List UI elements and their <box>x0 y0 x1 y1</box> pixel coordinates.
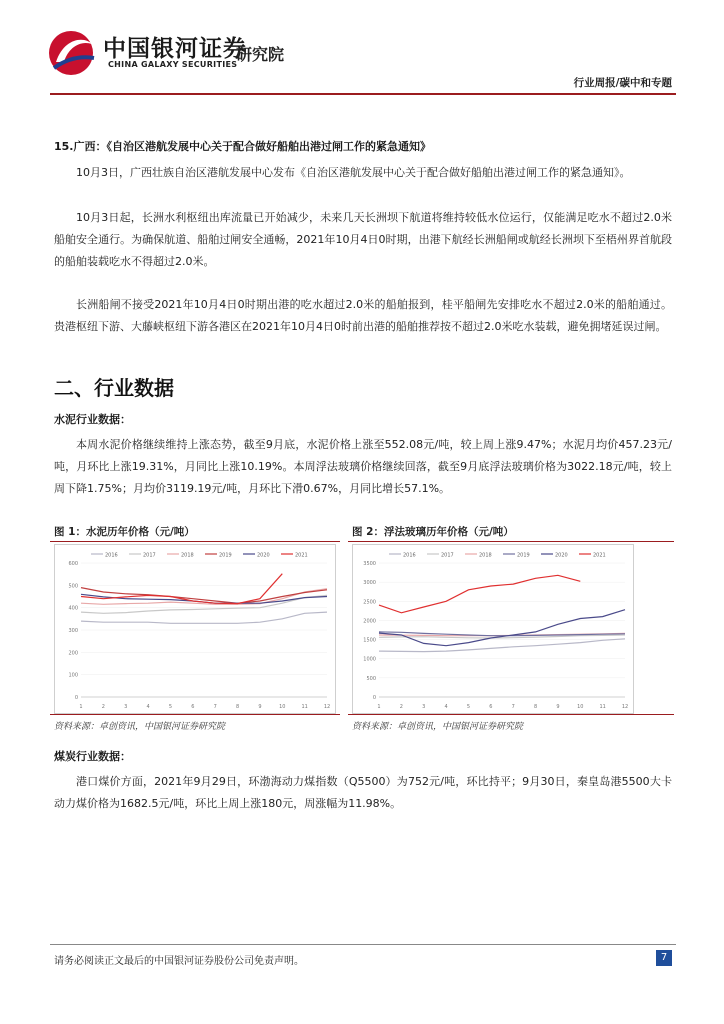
x-tick-label: 3 <box>124 704 128 710</box>
x-tick-label: 10 <box>279 704 286 710</box>
x-tick-label: 4 <box>444 704 448 710</box>
legend-label-2016: 2016 <box>105 552 118 559</box>
x-tick-label: 2 <box>101 704 105 710</box>
section-15-para-2: 10月3日起，长洲水利枢纽出库流量已开始减少，未来几天长洲坝下航道将维持较低水位运行，仅能满足吃水不超过2.0米船舶安全通行。为确保航道、船舶过闸安全通畅，2021年10月4日0时期，出港下航经长洲船闸或航经长洲坝下至梧州界首航段的船舶装载吃水不得超过2.0米。 <box>54 211 672 268</box>
cement-heading: 水泥行业数据： <box>54 413 131 426</box>
series-line-2020 <box>379 610 625 646</box>
series-line-2021 <box>81 574 282 604</box>
cement-paragraph: 本周水泥价格继续维持上涨态势，截至9月底，水泥价格上涨至552.08元/吨，较上周上涨9.47%；水泥月均价457.23元/吨，月环比上涨19.31%，月同比上涨10.19%。本周浮法玻璃价格继续回落，截至9月底浮法玻璃价格为3022.18元/吨，较上周下降1.75%；月均价3119.19元/吨，月环比下滑0.67%，月同比增长57.1%。 <box>54 438 672 495</box>
x-tick-label: 7 <box>213 704 217 710</box>
header-rule <box>50 93 676 95</box>
x-tick-label: 10 <box>577 704 584 710</box>
legend-label-2017: 2017 <box>441 552 454 559</box>
y-tick-label: 0 <box>74 695 78 701</box>
chart-legend <box>389 553 606 559</box>
x-tick-label: 3 <box>422 704 426 710</box>
x-tick-label: 6 <box>489 704 493 710</box>
y-tick-label: 500 <box>366 675 376 682</box>
x-tick-label: 6 <box>191 704 195 710</box>
y-tick-label: 600 <box>68 561 78 567</box>
x-tick-label: 8 <box>235 704 240 710</box>
cement-price-chart <box>55 545 335 713</box>
y-tick-label: 3000 <box>363 580 376 587</box>
x-tick-label: 8 <box>533 704 538 710</box>
coal-paragraph: 港口煤价方面，2021年9月29日，环渤海动力煤指数（Q5500）为752元/吨，环比持平；9月30日，秦皇岛港5500大卡动力煤价格为1682.5元/吨，环比上周上涨180元，周涨幅为11.98%。 <box>54 775 672 810</box>
coal-heading: 煤炭行业数据： <box>54 750 131 763</box>
section-2-title: 二、行业数据 <box>54 376 174 400</box>
chart-legend <box>91 553 308 559</box>
x-tick-label: 11 <box>301 704 308 710</box>
x-tick-label: 5 <box>168 704 173 710</box>
page-number: 7 <box>656 950 672 966</box>
legend-label-2019: 2019 <box>517 552 530 559</box>
footer-rule <box>50 944 676 945</box>
figure-1-source: 资料来源：卓创资讯，中国银河证券研究院 <box>54 722 226 732</box>
company-name-cn: 中国银河证券 <box>103 36 247 62</box>
x-tick-label: 12 <box>621 704 629 710</box>
legend-label-2021: 2021 <box>593 552 606 559</box>
legend-label-2017: 2017 <box>143 552 156 559</box>
figure-2-source: 资料来源：卓创资讯，中国银河证券研究院 <box>352 722 524 732</box>
x-tick-label: 7 <box>511 704 515 710</box>
figure-2-rule <box>348 541 674 542</box>
series-line-2016 <box>81 612 327 623</box>
legend-label-2019: 2019 <box>219 552 232 559</box>
x-tick-label: 12 <box>323 704 331 710</box>
figure-1-title: 图 1：水泥历年价格（元/吨） <box>54 526 195 538</box>
report-type: 行业周报/碳中和专题 <box>573 77 672 89</box>
x-tick-label: 1 <box>79 704 83 710</box>
glass-price-chart <box>353 545 633 713</box>
figure-2-title: 图 2：浮法玻璃历年价格（元/吨） <box>352 526 514 538</box>
section-15-title: 15.广西：《自治区港航发展中心关于配合做好船舶出港过闸工作的紧急通知》 <box>54 140 431 153</box>
legend-label-2020: 2020 <box>257 552 270 559</box>
y-tick-label: 500 <box>68 583 78 590</box>
company-name-en: CHINA GALAXY SECURITIES <box>108 60 238 69</box>
footer-disclaimer: 请务必阅读正文最后的中国银河证券股份公司免责声明。 <box>54 956 304 967</box>
x-tick-label: 11 <box>599 704 606 710</box>
y-tick-label: 0 <box>372 695 376 701</box>
x-tick-label: 9 <box>258 704 262 710</box>
y-tick-label: 2500 <box>363 599 376 606</box>
figure-1-chart-frame <box>54 544 336 714</box>
legend-label-2021: 2021 <box>295 552 308 559</box>
y-tick-label: 3500 <box>363 561 376 567</box>
y-tick-label: 200 <box>68 650 78 657</box>
y-tick-label: 2000 <box>363 618 376 625</box>
legend-label-2020: 2020 <box>555 552 568 559</box>
section-15-para-1: 10月3日，广西壮族自治区港航发展中心发布《自治区港航发展中心关于配合做好船舶出港过闸工作的紧急通知》。 <box>76 166 631 179</box>
figure-2-chart-frame <box>352 544 634 714</box>
figure-1-rule <box>50 541 340 542</box>
x-tick-label: 4 <box>146 704 150 710</box>
series-line-2021 <box>379 575 580 613</box>
y-tick-label: 400 <box>68 605 78 612</box>
y-tick-label: 100 <box>68 672 78 679</box>
x-tick-label: 1 <box>377 704 381 710</box>
y-tick-label: 1500 <box>363 637 376 644</box>
x-tick-label: 5 <box>466 704 471 710</box>
legend-label-2018: 2018 <box>479 552 492 559</box>
x-tick-label: 9 <box>556 704 560 710</box>
legend-label-2016: 2016 <box>403 552 416 559</box>
y-tick-label: 300 <box>68 628 78 634</box>
y-tick-label: 1000 <box>363 656 376 663</box>
figure-2-bottom-rule <box>348 714 674 715</box>
company-logo-icon <box>46 28 98 78</box>
section-15-para-3: 长洲船闸不接受2021年10月4日0时期出港的吃水超过2.0米的船舶报到，桂平船闸先安排吃水不超过2.0米的船舶通过。贵港枢纽下游、大藤峡枢纽下游各港区在2021年10月4日0时前出港的船舶推荐按不超过2.0米吃水装载，避免拥堵延误过闸。 <box>54 298 672 333</box>
institute-name: 研究院 <box>236 45 285 64</box>
x-tick-label: 2 <box>399 704 403 710</box>
legend-label-2018: 2018 <box>181 552 194 559</box>
figure-1-bottom-rule <box>50 714 340 715</box>
